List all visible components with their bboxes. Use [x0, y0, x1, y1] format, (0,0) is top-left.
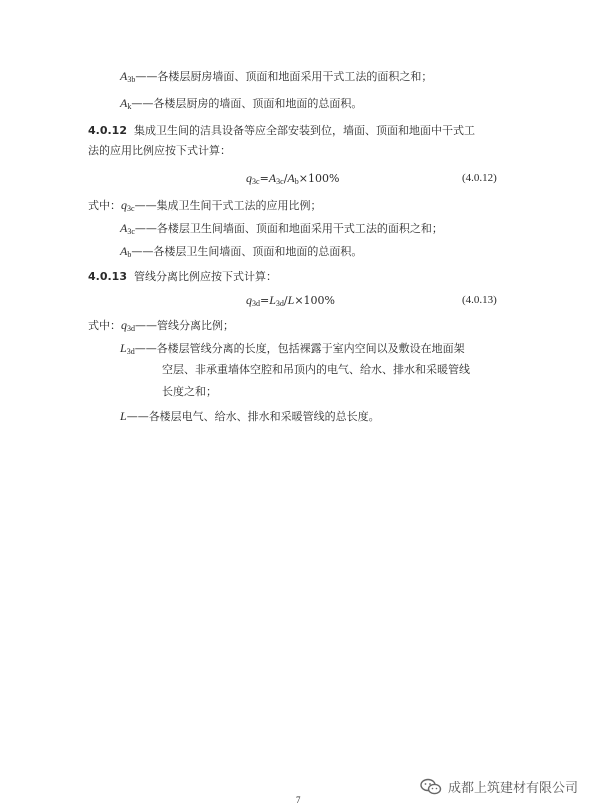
definition-a3b [120, 68, 432, 88]
clause-number: 4.0.13 [88, 270, 127, 283]
clause-text: 管线分离比例应按下式计算： [133, 270, 277, 283]
definition-l3d-cont: 空层、非承重墙体空腔和吊顶内的电气、给水、排水和采暖管线 [162, 363, 470, 376]
equation-number: (4.0.13) [462, 294, 497, 306]
watermark [420, 777, 578, 796]
clause-4-0-12-cont [88, 143, 231, 159]
watermark-text: 成都上筑建材有限公司 [448, 781, 579, 796]
definition-a3c: $A_{3c}——$各楼层卫生间墙面、顶面和地面采用干式工法的面积之和； [120, 221, 443, 236]
clause-number: 4.0.12 [88, 124, 127, 137]
definition-l: L——各楼层电气、给水、排水和采暖管线的总长度。 [120, 409, 380, 423]
clause-4-0-13 [88, 269, 277, 285]
definition-l3d-cont2: 长度之和； [162, 385, 217, 398]
symbol: $A_k$ [120, 96, 132, 111]
page-number: 7 [296, 795, 301, 805]
clause-text-cont: 法的应用比例应按下式计算： [88, 144, 231, 157]
definition-text: ——各楼层厨房的墙面、顶面和地面的总面积。 [131, 97, 363, 110]
clause-4-0-12 [88, 123, 475, 139]
definition-q3c: 式中：$q_{3c}——$集成卫生间干式工法的应用比例； [88, 198, 322, 213]
clause-text: 集成卫生间的洁具设备等应全部安装到位，墙面、顶面和地面中干式工 [133, 124, 475, 137]
definition-l3d: $L_{3d}——$各楼层管线分离的长度，包括裸露于室内空间以及敷设在地面架 [120, 341, 465, 356]
equation-number: (4.0.12) [462, 172, 497, 184]
definition-text: ——各楼层厨房墙面、顶面和地面采用干式工法的面积之和； [135, 70, 433, 83]
equation-4-0-13: $q_{3d}=L_{3d}/L\times 100\%$ [246, 293, 335, 308]
definition-ak [120, 95, 362, 115]
wechat-icon [420, 778, 442, 796]
equation-4-0-12: $q_{3c}=A_{3c}/A_b\times 100\%$ [246, 171, 340, 186]
definition-ab: $A_b——$各楼层卫生间墙面、顶面和地面的总面积。 [120, 244, 363, 259]
definition-q3d: 式中：$q_{3d}——$管线分离比例； [88, 318, 234, 333]
symbol: $A_{3b}$ [120, 69, 136, 84]
